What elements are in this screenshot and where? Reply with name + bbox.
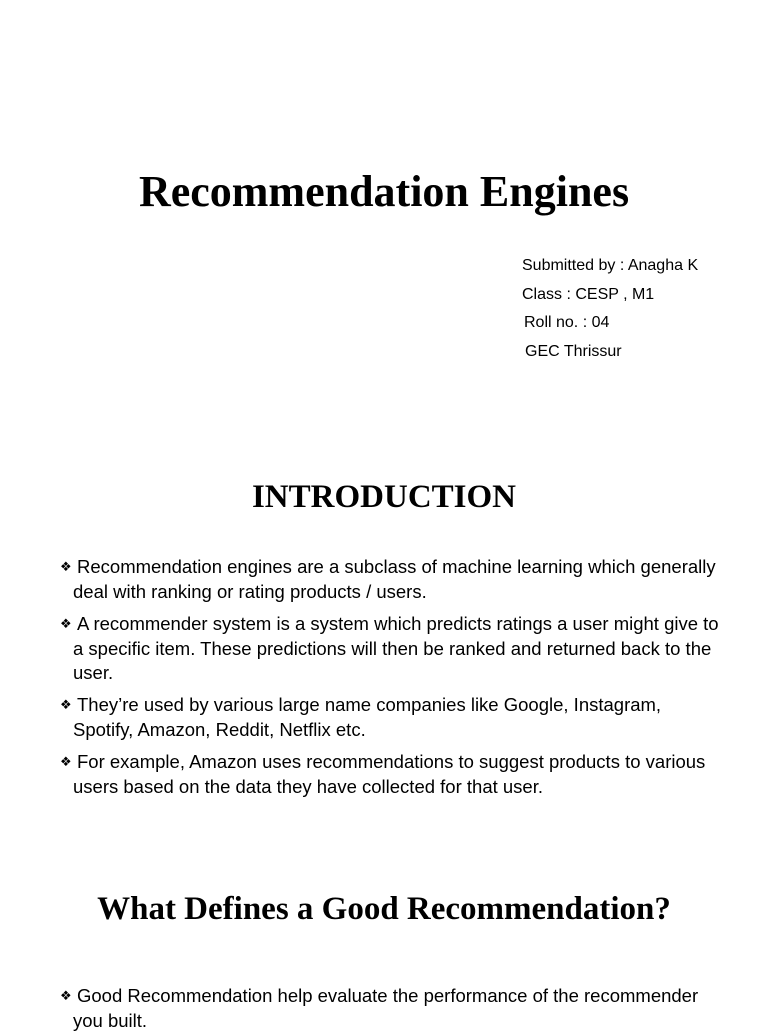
- diamond-bullet-icon: ❖: [60, 617, 72, 632]
- intro-bullet: [60, 693, 720, 742]
- class-info: Class : CESP , M1: [522, 286, 655, 303]
- good-bullet: [60, 984, 720, 1033]
- intro-bullet-text: For example, Amazon uses recommendations to suggest products to various users based on the data they have collected for that user.: [73, 751, 706, 797]
- intro-bullet: [60, 750, 720, 799]
- intro-bullet: [60, 555, 720, 604]
- introduction-heading: INTRODUCTION: [251, 479, 517, 515]
- diamond-bullet-icon: ❖: [60, 755, 72, 770]
- diamond-bullet-icon: ❖: [60, 560, 72, 575]
- submitted-by: Submitted by : Anagha K: [522, 257, 699, 274]
- college-name: GEC Thrissur: [525, 343, 622, 360]
- diamond-bullet-icon: ❖: [60, 698, 72, 713]
- slide-title: Recommendation Engines: [138, 167, 630, 216]
- intro-bullet-text: They’re used by various large name companies like Google, Instagram, Spotify, Amazon, Reddit, Netflix etc.: [73, 694, 662, 740]
- good-bullet-text: Good Recommendation help evaluate the performance of the recommender you built.: [73, 985, 699, 1031]
- roll-number: Roll no. : 04: [524, 314, 610, 331]
- good-recommendation-heading: What Defines a Good Recommendation?: [97, 891, 671, 927]
- intro-bullet-text: A recommender system is a system which predicts ratings a user might give to a specific item. These predictions will then be ranked and returned back to the user.: [73, 613, 719, 683]
- intro-bullet: [60, 612, 720, 685]
- intro-bullet-text: Recommendation engines are a subclass of machine learning which generally deal with ranking or rating products / users.: [73, 556, 716, 602]
- diamond-bullet-icon: ❖: [60, 989, 72, 1004]
